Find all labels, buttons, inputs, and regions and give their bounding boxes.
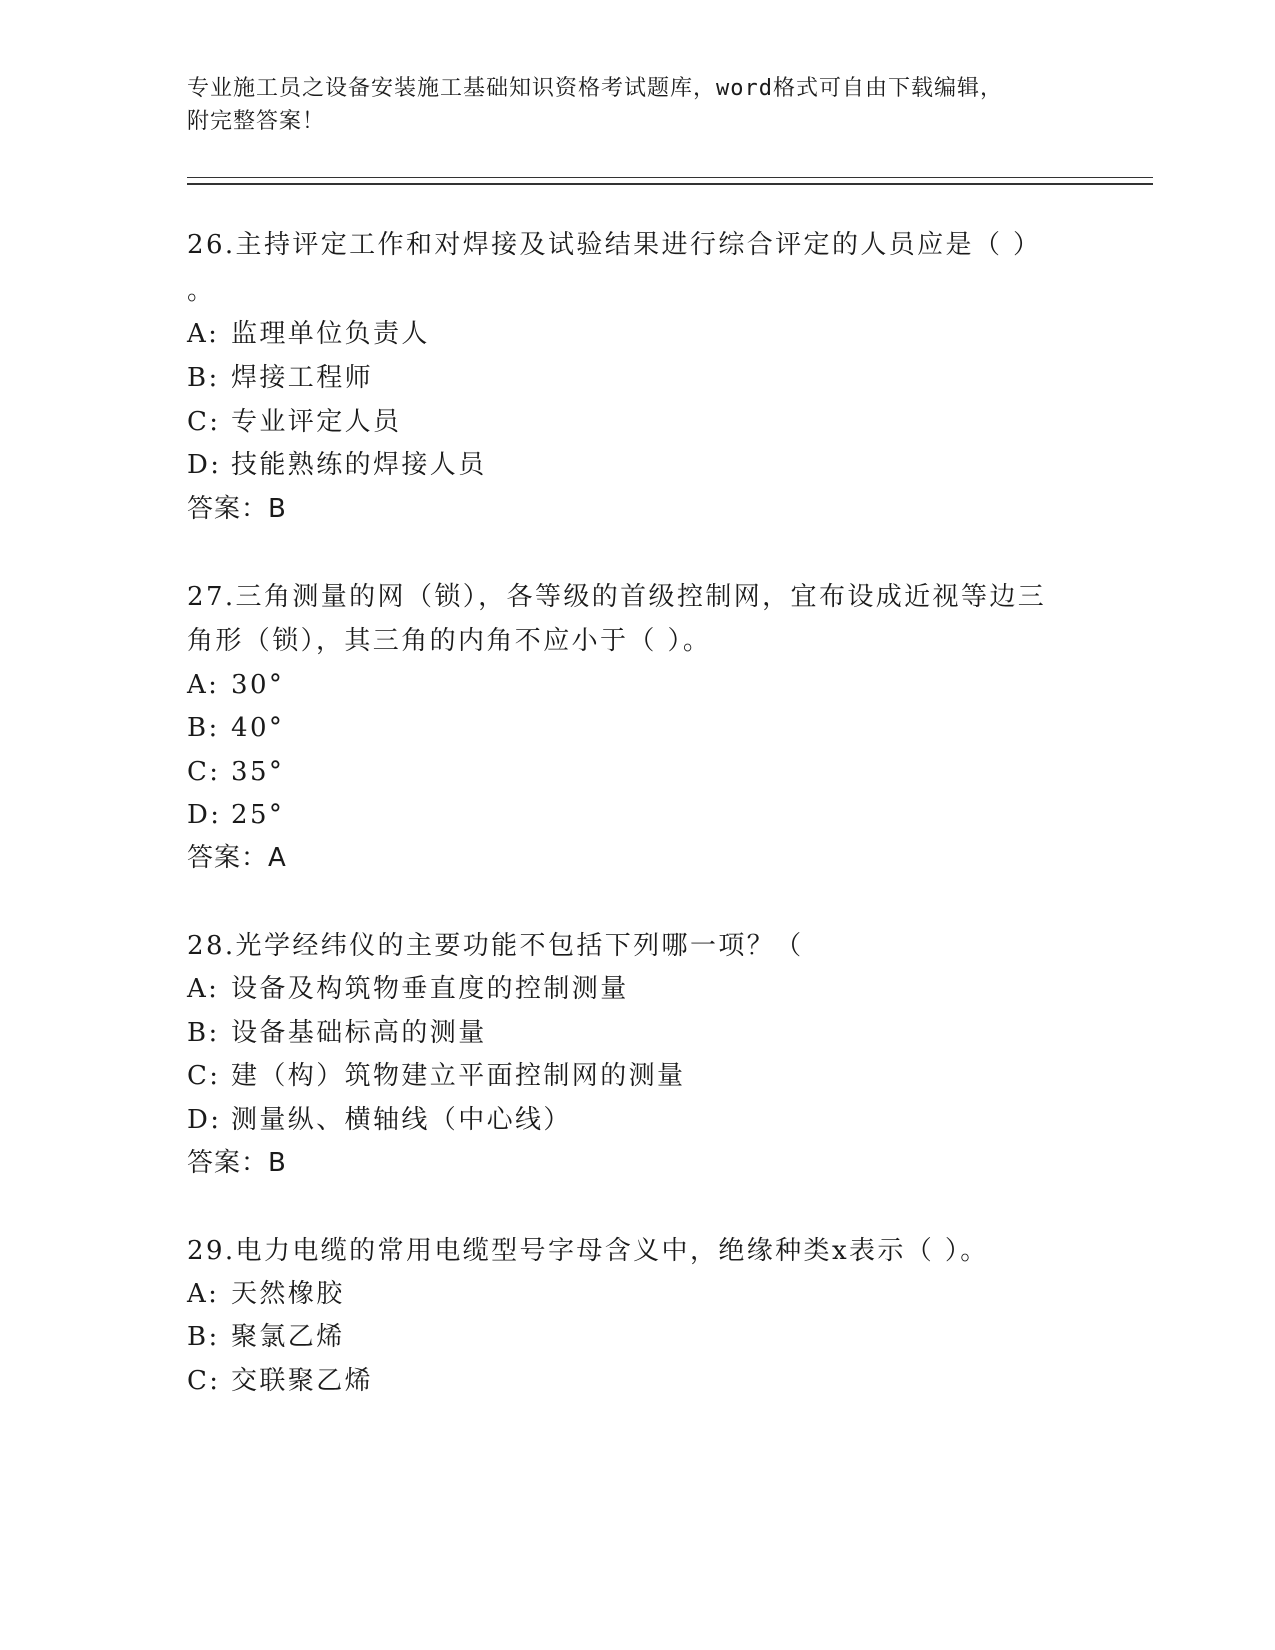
option-key: B: bbox=[187, 1018, 220, 1048]
option-a bbox=[187, 973, 629, 1005]
option-c bbox=[187, 406, 401, 438]
option-key: C: bbox=[187, 1366, 221, 1396]
option-text: 测量纵、横轴线（中心线） bbox=[231, 1105, 572, 1135]
option-b bbox=[187, 1017, 487, 1049]
option-text: 天然橡胶 bbox=[231, 1279, 345, 1309]
option-key: D: bbox=[187, 800, 222, 830]
option-text: 监理单位负责人 bbox=[231, 319, 430, 349]
question-stem-line-1: 29.电力电缆的常用电缆型号字母含义中，绝缘种类x表示（ ）。 bbox=[187, 1236, 989, 1266]
option-c bbox=[187, 1365, 373, 1397]
option-text: 设备及构筑物垂直度的控制测量 bbox=[231, 974, 629, 1004]
option-b bbox=[187, 362, 373, 394]
question-stem-line-1: 26.主持评定工作和对焊接及试验结果进行综合评定的人员应是（ ） bbox=[187, 230, 1042, 260]
option-key: C: bbox=[187, 1061, 221, 1091]
option-key: A: bbox=[187, 670, 220, 700]
option-key: A: bbox=[187, 974, 220, 1004]
option-key: C: bbox=[187, 407, 221, 437]
option-b bbox=[187, 1321, 345, 1353]
option-text: 建（构）筑物建立平面控制网的测量 bbox=[231, 1061, 686, 1091]
answer-label: 答案：B bbox=[187, 1148, 287, 1178]
option-text: 焊接工程师 bbox=[231, 363, 374, 393]
option-key: C: bbox=[187, 757, 221, 787]
header-divider-thick bbox=[187, 183, 1153, 185]
option-key: B: bbox=[187, 363, 220, 393]
option-d bbox=[187, 799, 284, 831]
option-text: 聚氯乙烯 bbox=[231, 1322, 345, 1352]
header-line-2: 附完整答案！ bbox=[187, 109, 326, 134]
answer-label: 答案：A bbox=[187, 843, 287, 873]
answer-label: 答案：B bbox=[187, 494, 287, 524]
option-key: A: bbox=[187, 1279, 220, 1309]
option-text: 技能熟练的焊接人员 bbox=[231, 450, 487, 480]
option-c bbox=[187, 756, 284, 788]
option-c bbox=[187, 1060, 685, 1092]
header-line-1: 专业施工员之设备安装施工基础知识资格考试题库，word格式可自由下载编辑， bbox=[187, 76, 1003, 101]
option-d bbox=[187, 1104, 572, 1136]
question-stem-line-1: 27.三角测量的网（锁），各等级的首级控制网，宜布设成近视等边三 bbox=[187, 582, 1047, 612]
question-stem-line-2: 。 bbox=[187, 276, 216, 306]
question-stem-line-1: 28.光学经纬仪的主要功能不包括下列哪一项？（ bbox=[187, 931, 804, 961]
option-text: 25° bbox=[231, 800, 285, 830]
option-key: D: bbox=[187, 1105, 222, 1135]
option-a bbox=[187, 318, 430, 350]
option-text: 专业评定人员 bbox=[231, 407, 402, 437]
option-text: 交联聚乙烯 bbox=[231, 1366, 374, 1396]
option-key: B: bbox=[187, 713, 220, 743]
option-b bbox=[187, 712, 284, 744]
document-header bbox=[187, 72, 1087, 138]
option-text: 30° bbox=[231, 670, 285, 700]
question-stem-line-2: 角形（锁），其三角的内角不应小于（ ）。 bbox=[187, 626, 712, 656]
option-text: 40° bbox=[231, 713, 285, 743]
option-key: D: bbox=[187, 450, 222, 480]
option-key: A: bbox=[187, 319, 220, 349]
option-text: 35° bbox=[231, 757, 285, 787]
header-divider-thin bbox=[187, 177, 1153, 178]
option-key: B: bbox=[187, 1322, 220, 1352]
option-a bbox=[187, 1278, 345, 1310]
option-d bbox=[187, 449, 487, 481]
option-a bbox=[187, 669, 284, 701]
option-text: 设备基础标高的测量 bbox=[231, 1018, 487, 1048]
